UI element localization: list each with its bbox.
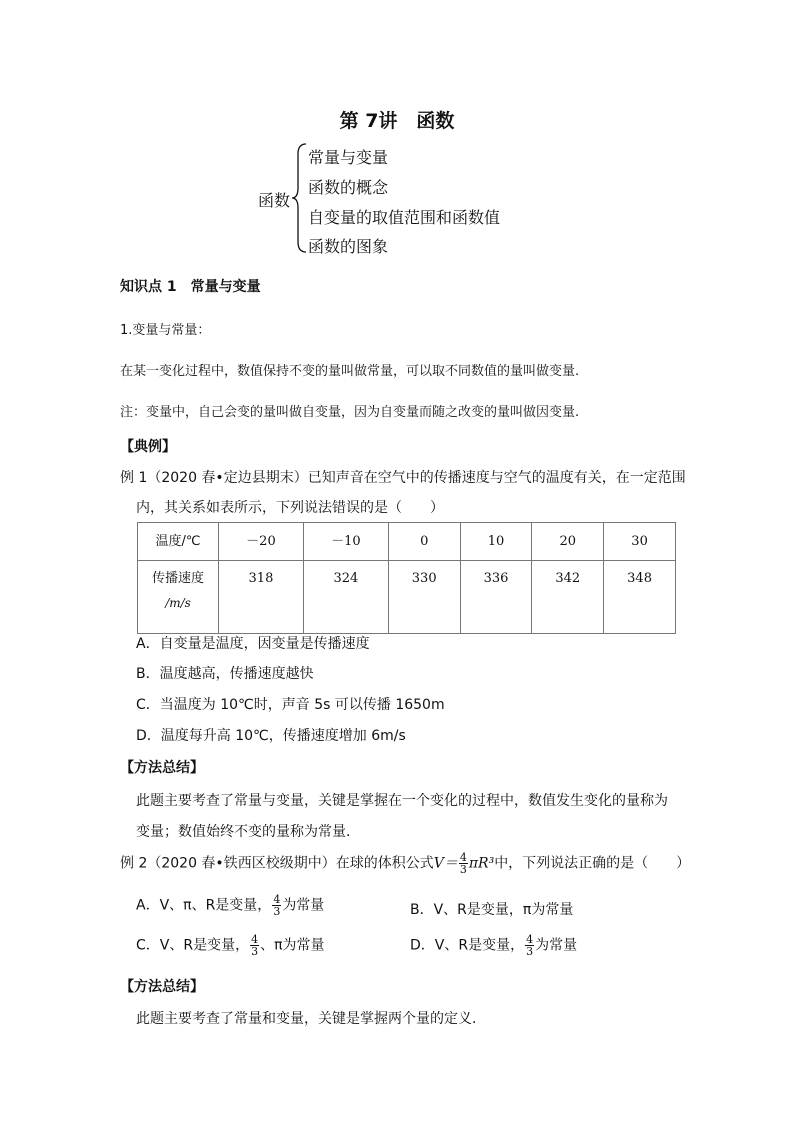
- tree-item: 自变量的取值范围和函数值: [308, 208, 501, 227]
- item-title: 1.变量与常量：: [120, 323, 211, 338]
- table-cell: 342: [532, 561, 604, 634]
- option-a: A．自变量是温度，因变量是传播速度: [136, 636, 370, 652]
- option-text: A．V、π、R是变量，: [136, 897, 272, 914]
- curly-brace-icon: [290, 142, 308, 254]
- table-cell: －10: [303, 523, 388, 561]
- method-summary-heading: 【方法总结】: [120, 760, 204, 776]
- table-row: [138, 523, 676, 561]
- option-text: C．V、R是变量，: [136, 937, 250, 954]
- fraction-denominator: 3: [251, 945, 259, 958]
- fraction: [250, 934, 259, 957]
- page-title: 第 7讲 函数: [339, 110, 455, 132]
- fraction-numerator: 4: [273, 893, 281, 906]
- table-header-cell: 温度/℃: [138, 523, 219, 561]
- fraction-denominator: 3: [526, 945, 534, 958]
- note-text: 注：变量中，自己会变的量叫做自变量，因为自变量而随之改变的量叫做因变量.: [120, 405, 580, 420]
- fraction-denominator: 3: [459, 863, 467, 876]
- option-text: 为常量: [282, 897, 325, 914]
- definition-text: 在某一变化过程中，数值保持不变的量叫做常量，可以取不同数值的量叫做变量.: [120, 364, 580, 379]
- example2-stem: [120, 852, 690, 875]
- table-cell: 348: [604, 561, 676, 634]
- ex2-option-c: [136, 934, 325, 957]
- data-table: [137, 522, 676, 634]
- option-text: 为常量: [535, 937, 578, 954]
- table-cell: 336: [460, 561, 532, 634]
- section-heading: 知识点 1 常量与变量: [120, 279, 261, 295]
- example1-line1: 例 1（2020 春•定边县期末）已知声音在空气中的传播速度与空气的温度有关，在一定范围: [120, 470, 686, 486]
- method-summary-heading-2: 【方法总结】: [120, 979, 204, 995]
- tree-item: 常量与变量: [308, 148, 389, 167]
- fraction: [525, 934, 534, 957]
- fraction-numerator: 4: [251, 933, 259, 946]
- table-cell: 20: [532, 523, 604, 561]
- example1-line2: 内，其关系如表所示，下列说法错误的是（ ）: [136, 500, 444, 516]
- table-label-line: 传播速度: [151, 571, 204, 586]
- option-c: C．当温度为 10℃时，声音 5s 可以传播 1650m: [136, 697, 445, 713]
- summary1-line2: 变量；数值始终不变的量称为常量．: [136, 824, 360, 840]
- summary1-line1: 此题主要考查了常量与变量，关键是掌握在一个变化的过程中，数值发生变化的量称为: [136, 793, 668, 809]
- fraction-numerator: 4: [526, 933, 534, 946]
- table-cell: 324: [303, 561, 388, 634]
- table-cell: 30: [604, 523, 676, 561]
- table-row: [138, 561, 676, 634]
- option-text: 、π为常量: [260, 937, 325, 954]
- fraction: [459, 852, 468, 875]
- table-cell: 10: [460, 523, 532, 561]
- example2-prefix: 例 2（2020 春•铁西区校级期中）在球的体积公式: [120, 855, 434, 872]
- ex2-option-b: B．V、R是变量，π为常量: [410, 902, 574, 918]
- tree-root: 函数: [258, 191, 291, 210]
- option-b: B．温度越高，传播速度越快: [136, 666, 314, 682]
- table-label-unit: /m/s: [165, 596, 191, 610]
- table-cell: 0: [388, 523, 460, 561]
- fraction-numerator: 4: [459, 851, 467, 864]
- tree-item: 函数的概念: [308, 178, 389, 197]
- typical-example-heading: 【典例】: [120, 439, 176, 455]
- table-cell: 318: [219, 561, 304, 634]
- fraction-denominator: 3: [273, 905, 281, 918]
- fraction: [272, 894, 281, 917]
- ex2-option-d: [410, 934, 577, 957]
- example2-suffix: 中，下列说法正确的是（ ）: [494, 855, 691, 872]
- tree-item: 函数的图象: [308, 237, 389, 256]
- option-d: D．温度每升高 10℃，传播速度增加 6m/s: [136, 728, 406, 744]
- table-header-cell: [138, 561, 219, 634]
- option-text: D．V、R是变量，: [410, 937, 525, 954]
- table-cell: 330: [388, 561, 460, 634]
- table-cell: －20: [219, 523, 304, 561]
- ex2-option-a: [136, 894, 324, 917]
- formula-rhs: πR³: [468, 855, 495, 872]
- summary2-text: 此题主要考查了常量和变量，关键是掌握两个量的定义．: [136, 1011, 486, 1027]
- formula-lhs: V＝: [433, 855, 458, 872]
